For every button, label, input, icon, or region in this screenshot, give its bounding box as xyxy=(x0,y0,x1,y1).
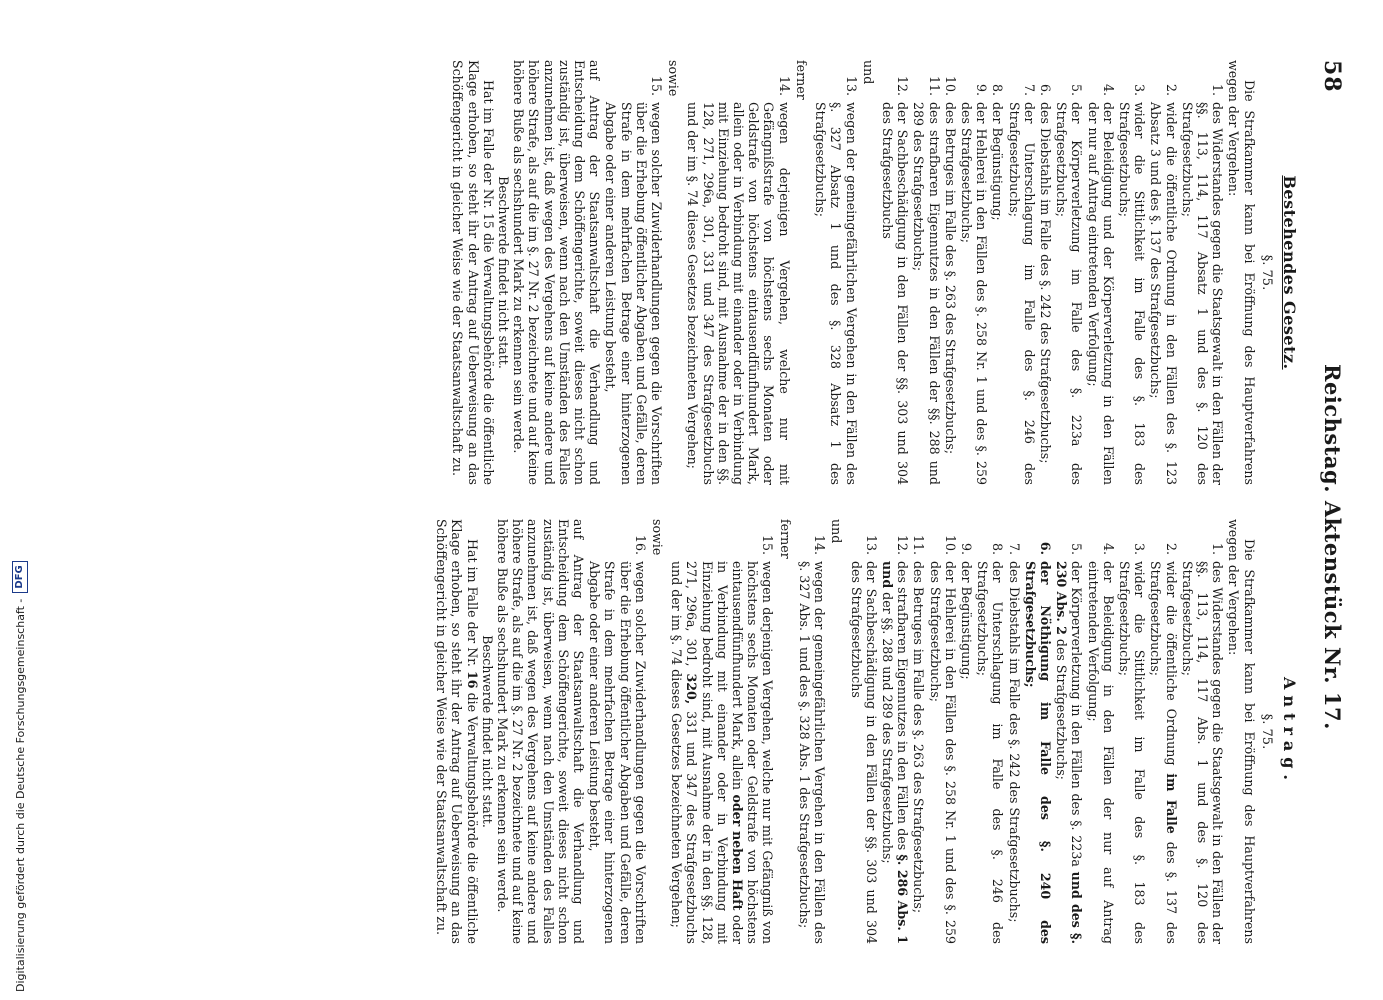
item-text-part: des §. 137 des Strafgesetzbuchs; xyxy=(1148,561,1179,944)
list-item xyxy=(813,60,859,485)
item-text: des Betruges im Falle des §. 263 des Strafgesetzbuchs; xyxy=(911,561,927,914)
right-conj-ferner: ferner xyxy=(777,519,793,559)
item-number: 14. xyxy=(776,75,792,96)
item-number: 6. xyxy=(1037,541,1053,555)
left-closing: auf Antrag der Staatsanwaltschaft die Verhandlung und Entscheidung dem Schöffengerichte, soweit dieses nicht schon zuständig ist, überweisen, wenn nach den Umständen des Falles anzunehmen ist, daß wegen des Vergehens auf keine andere und höhere Strafe, als auf die im §. 27 Nr. 2 bezeichnete und auf keine höhere Buße als sechshundert Mark zu erkennen sein werde. xyxy=(511,60,603,485)
list-item xyxy=(1085,519,1115,944)
list-item xyxy=(927,519,957,944)
item-text xyxy=(669,561,775,944)
list-item xyxy=(1117,519,1147,944)
item-text xyxy=(880,561,910,944)
list-item xyxy=(1054,519,1084,944)
left-heading: Bestehendes Gesetz. xyxy=(1280,175,1299,370)
right-column xyxy=(434,519,1307,944)
item-number: 8. xyxy=(990,542,1006,555)
item-number: 11. xyxy=(911,534,927,555)
item-text: der Begünstigung; xyxy=(990,102,1006,221)
right-conj-und: und xyxy=(829,519,845,544)
list-item xyxy=(880,519,910,944)
left-conj-und: und xyxy=(860,60,876,85)
item-number: 4. xyxy=(1100,542,1116,555)
item-text xyxy=(1148,561,1178,944)
item-text: der Sachbeschädigung in den Fällen der §§. 303 und 304 des Strafgesetzbuchs xyxy=(879,102,911,485)
right-conj-sowie: sowie xyxy=(650,519,666,556)
amendment-text: 16 xyxy=(464,670,480,689)
item-number: 5. xyxy=(1069,542,1085,555)
item-text: des strafbaren Eigennutzes in den Fällen der §§. 288 und 289 des Strafgesetzbuchs; xyxy=(911,102,942,485)
item-number: 2. xyxy=(1163,83,1179,96)
list-item xyxy=(848,519,878,944)
item-number: 1. xyxy=(1210,542,1226,555)
amendment-text: §. 286 Abs. 1 und xyxy=(879,561,911,944)
item-text: der Beleidigung in den Fällen der nur auf Antrag eintretenden Verfolgung; xyxy=(1085,561,1116,944)
columns xyxy=(434,60,1307,944)
item-text-part: 331 und 347 des Strafgesetzbuchs und der im §. 74 dieses Gesetzes bezeichneten Vergehen; xyxy=(669,561,700,944)
item-text: wegen derjenigen Vergehen, welche nur mit Gefängnißstrafe von höchstens sechs Monaten oder Geldstrafe von höchstens eintausendfünfhundert Mark, allein oder in Verbindung mit einander oder in Verbindung mit Einziehung bedroht sind, mit Ausnahme der in den §§. 128, 271, 296a, 301, 331 und 347 des Strafgesetzbuchs und der im §. 74 dieses Gesetzes bezeichneten Vergehen; xyxy=(685,102,792,485)
item-text: des Widerstandes gegen die Staatsgewalt in den Fällen der §§. 113, 114, 117 Absatz 1 und des §. 120 des Strafgesetzbuchs; xyxy=(1179,102,1226,485)
list-item xyxy=(1117,60,1147,485)
item-text-part: oder in Verbindung mit einander oder in Verbindung mit Einziehung bedroht sind, mit Ausnahme der in den §§. 128, 271, 296a, 301, xyxy=(684,561,746,945)
item-text: des Widerstandes gegen die Staatsgewalt in den Fällen der §§. 113, 114, 117 Abs. 1 und des §. 120 des Strafgesetzbuchs; xyxy=(1179,561,1226,944)
right-beschwerde: Beschwerde findet nicht statt. xyxy=(479,635,495,828)
right-heading: Antrag. xyxy=(1280,677,1299,786)
list-item xyxy=(880,60,910,485)
item-number: 12. xyxy=(895,75,911,96)
item-text: der Körperverletzung im Falle des §. 223a des Strafgesetzbuchs; xyxy=(1054,102,1085,485)
item-text: der Beleidigung und der Körperverletzung in den Fällen der nur auf Antrag eintretenden Verfolgung; xyxy=(1085,102,1116,485)
list-item xyxy=(587,519,648,944)
left-item-list xyxy=(880,60,1225,485)
amendment-text: der Nöthigung im Falle des §. 240 des Strafgesetzbuchs; xyxy=(1022,561,1053,944)
item-number: 5. xyxy=(1069,83,1085,96)
list-item xyxy=(990,60,1005,485)
item-number: 13. xyxy=(863,534,879,555)
item-number: 12. xyxy=(895,534,911,555)
item-text-part: der §§. 288 und 289 des Strafgesetzbuchs; xyxy=(879,588,895,864)
item-text-part: der Körperverletzung in den Fällen des §. 223a xyxy=(1069,561,1085,872)
item-text-part: die Verwaltungsbehörde die öffentliche Klage erhoben, so steht ihr der Antrag auf Ueberweisung an das Schöffengericht in gleicher Weise wie der Staatsanwaltschaft zu. xyxy=(434,519,480,944)
amendment-text: 320, xyxy=(684,673,700,705)
amendment-text: im Falle xyxy=(1163,773,1179,834)
item-number: 3. xyxy=(1132,83,1148,96)
item-number: 7. xyxy=(1006,542,1022,555)
item-text: des Diebstahls im Falle des §. 242 des Strafgesetzbuchs; xyxy=(1006,561,1022,923)
running-head xyxy=(1321,60,1343,944)
list-item xyxy=(797,519,827,944)
item-text: der Hehlerei in den Fällen des §. 258 Nr. 1 und des §. 259 des Strafgesetzbuchs; xyxy=(958,102,990,485)
item-number: 3. xyxy=(1132,542,1148,555)
item-text: wegen der gemeingefährlichen Vergehen in den Fällen des §. 327 Abs. 1 und des §. 328 Abs. 1 des Strafgesetzbuchs; xyxy=(796,561,828,944)
right-final xyxy=(434,519,480,944)
item-text xyxy=(1054,561,1084,944)
right-section-title: §. 75. xyxy=(1258,713,1274,750)
item-number: 10. xyxy=(942,534,958,555)
item-text: wegen solcher Zuwiderhandlungen gegen die Vorschriften über die Erhebung öffentlicher Abgaben und Gefälle, deren Strafe in dem mehrfachen Betrage einer hinterzogenen Abgabe oder einer anderen Leistung besteht, xyxy=(603,102,665,485)
left-final: Hat im Falle der Nr. 15 die Verwaltungsbehörde die öffentliche Klage erhoben, so steht ihr der Antrag auf Ueberweisung an das Schöffengericht in gleicher Weise wie der Staatsanwaltschaft zu. xyxy=(450,60,496,485)
list-item xyxy=(685,60,791,485)
list-item xyxy=(603,60,664,485)
item-number: 9. xyxy=(958,542,974,555)
page-number: 58 xyxy=(1319,60,1345,93)
item-text: wider die Sittlichkeit im Falle des §. 183 des Strafgesetzbuchs; xyxy=(1116,102,1148,485)
amendment-text: und des §. 230 Abs. 2 xyxy=(1054,561,1085,944)
item-number: 7. xyxy=(1021,83,1037,96)
left-section-title: §. 75. xyxy=(1258,254,1274,291)
item-number: 2. xyxy=(1163,542,1179,555)
list-item xyxy=(911,519,926,944)
item-text: der Hehlerei in den Fällen des §. 258 Nr. 1 und des §. 259 des Strafgesetzbuchs; xyxy=(927,561,958,944)
item-text: des Betruges im Falle des §. 263 des Strafgesetzbuchs; xyxy=(942,102,958,455)
item-number: 8. xyxy=(990,83,1006,96)
list-item xyxy=(1180,519,1226,944)
item-number: 6. xyxy=(1037,83,1053,96)
item-text: des Diebstahls im Falle des §. 242 des Strafgesetzbuchs; xyxy=(1037,102,1053,464)
left-conj-ferner: ferner xyxy=(793,60,809,100)
item-number: 1. xyxy=(1210,83,1226,96)
item-text: wegen der gemeingefährlichen Vergehen in den Fällen des §. 327 Absatz 1 und des §. 328 Absatz 1 des Strafgesetzbuchs; xyxy=(813,102,859,485)
right-intro: Die Strafkammer kann bei Eröffnung des Hauptverfahrens wegen der Vergehen: xyxy=(1226,519,1257,944)
list-item xyxy=(1054,60,1084,485)
page-title: Reichstag. Aktenstück Nr. 17. xyxy=(1320,364,1345,730)
item-number: 15. xyxy=(760,534,776,555)
list-item xyxy=(959,60,989,485)
right-closing: auf Antrag der Staatsanwaltschaft die Verhandlung und Entscheidung dem Schöffengerichte, soweit dieses nicht schon zuständig ist, überweisen, wenn nach den Umständen des Falles anzunehmen ist, daß wegen des Vergehens auf keine andere und höhere Strafe, als auf die im §. 27 Nr. 2 bezeichnete und auf keine höhere Buße als sechshundert Mark zu erkennen sein werde. xyxy=(495,519,587,944)
item-text-part: wider die öffentliche Ordnung xyxy=(1163,561,1179,774)
list-item xyxy=(1006,60,1036,485)
credit-text: Digitalisierung gefördert durch die Deutsche Forschungsgemeinschaft - xyxy=(13,598,27,992)
item-number: 13. xyxy=(843,75,859,96)
item-text-part: Hat im Falle der Nr. xyxy=(464,539,480,671)
list-item xyxy=(1148,519,1178,944)
item-text: der Unterschlagung im Falle des §. 246 des Strafgesetzbuchs; xyxy=(1006,102,1037,485)
item-number: 16. xyxy=(632,534,648,555)
dfg-logo: DFG xyxy=(12,561,28,592)
list-item xyxy=(959,519,974,944)
item-text-part: des Strafgesetzbuchs; xyxy=(1054,634,1070,780)
list-item xyxy=(1023,519,1053,944)
item-text-part: wegen derjenigen Vergehen, welche nur mit Gefängniß von höchstens sechs Monaten oder Geldstrafe von höchstens eintausendfünfhundert Mark, allein xyxy=(730,561,776,944)
left-beschwerde: Beschwerde findet nicht statt. xyxy=(496,176,512,369)
amendment-text: oder neben Haft xyxy=(730,794,746,911)
item-text: wider die Sittlichkeit im Falle des §. 183 des Strafgesetzbuchs; xyxy=(1116,561,1148,944)
item-number: 4. xyxy=(1100,83,1116,96)
list-item xyxy=(669,519,775,944)
list-item xyxy=(1180,60,1226,485)
list-item xyxy=(975,519,1005,944)
item-text-part: des strafbaren Eigennutzes in den Fällen des xyxy=(895,561,911,855)
item-text: wider die öffentliche Ordnung in den Fällen des §. 123 Absatz 3 und des §. 137 des Strafgesetzbuchs; xyxy=(1148,102,1179,485)
left-conj-sowie: sowie xyxy=(666,60,682,97)
list-item xyxy=(1148,60,1178,485)
item-number: 11. xyxy=(926,75,942,96)
list-item xyxy=(1006,519,1021,944)
list-item xyxy=(911,60,941,485)
list-item xyxy=(943,60,958,485)
item-number: 15. xyxy=(649,75,665,96)
left-column xyxy=(434,60,1307,485)
item-text: der Unterschlagung im Falle des §. 246 des Strafgesetzbuchs; xyxy=(975,561,1006,944)
item-text: der Sachbeschädigung in den Fällen der §§. 303 und 304 des Strafgesetzbuchs xyxy=(848,561,879,944)
item-number: 14. xyxy=(812,534,828,555)
item-text: wegen solcher Zuwiderhandlungen gegen die Vorschriften über die Erhebung öffentlicher Abgaben und Gefälle, deren Strafe in dem mehrfachen Betrage einer hinterzogenen Abgabe oder einer anderen Leistung besteht, xyxy=(587,561,648,944)
item-text: der Begünstigung; xyxy=(958,561,974,680)
left-intro: Die Strafkammer kann bei Eröffnung des Hauptverfahrens wegen der Vergehen: xyxy=(1226,60,1257,485)
list-item xyxy=(1085,60,1115,485)
item-number: 10. xyxy=(942,75,958,96)
list-item xyxy=(1038,60,1053,485)
digitization-credit xyxy=(0,0,40,1000)
item-number: 9. xyxy=(974,83,990,96)
